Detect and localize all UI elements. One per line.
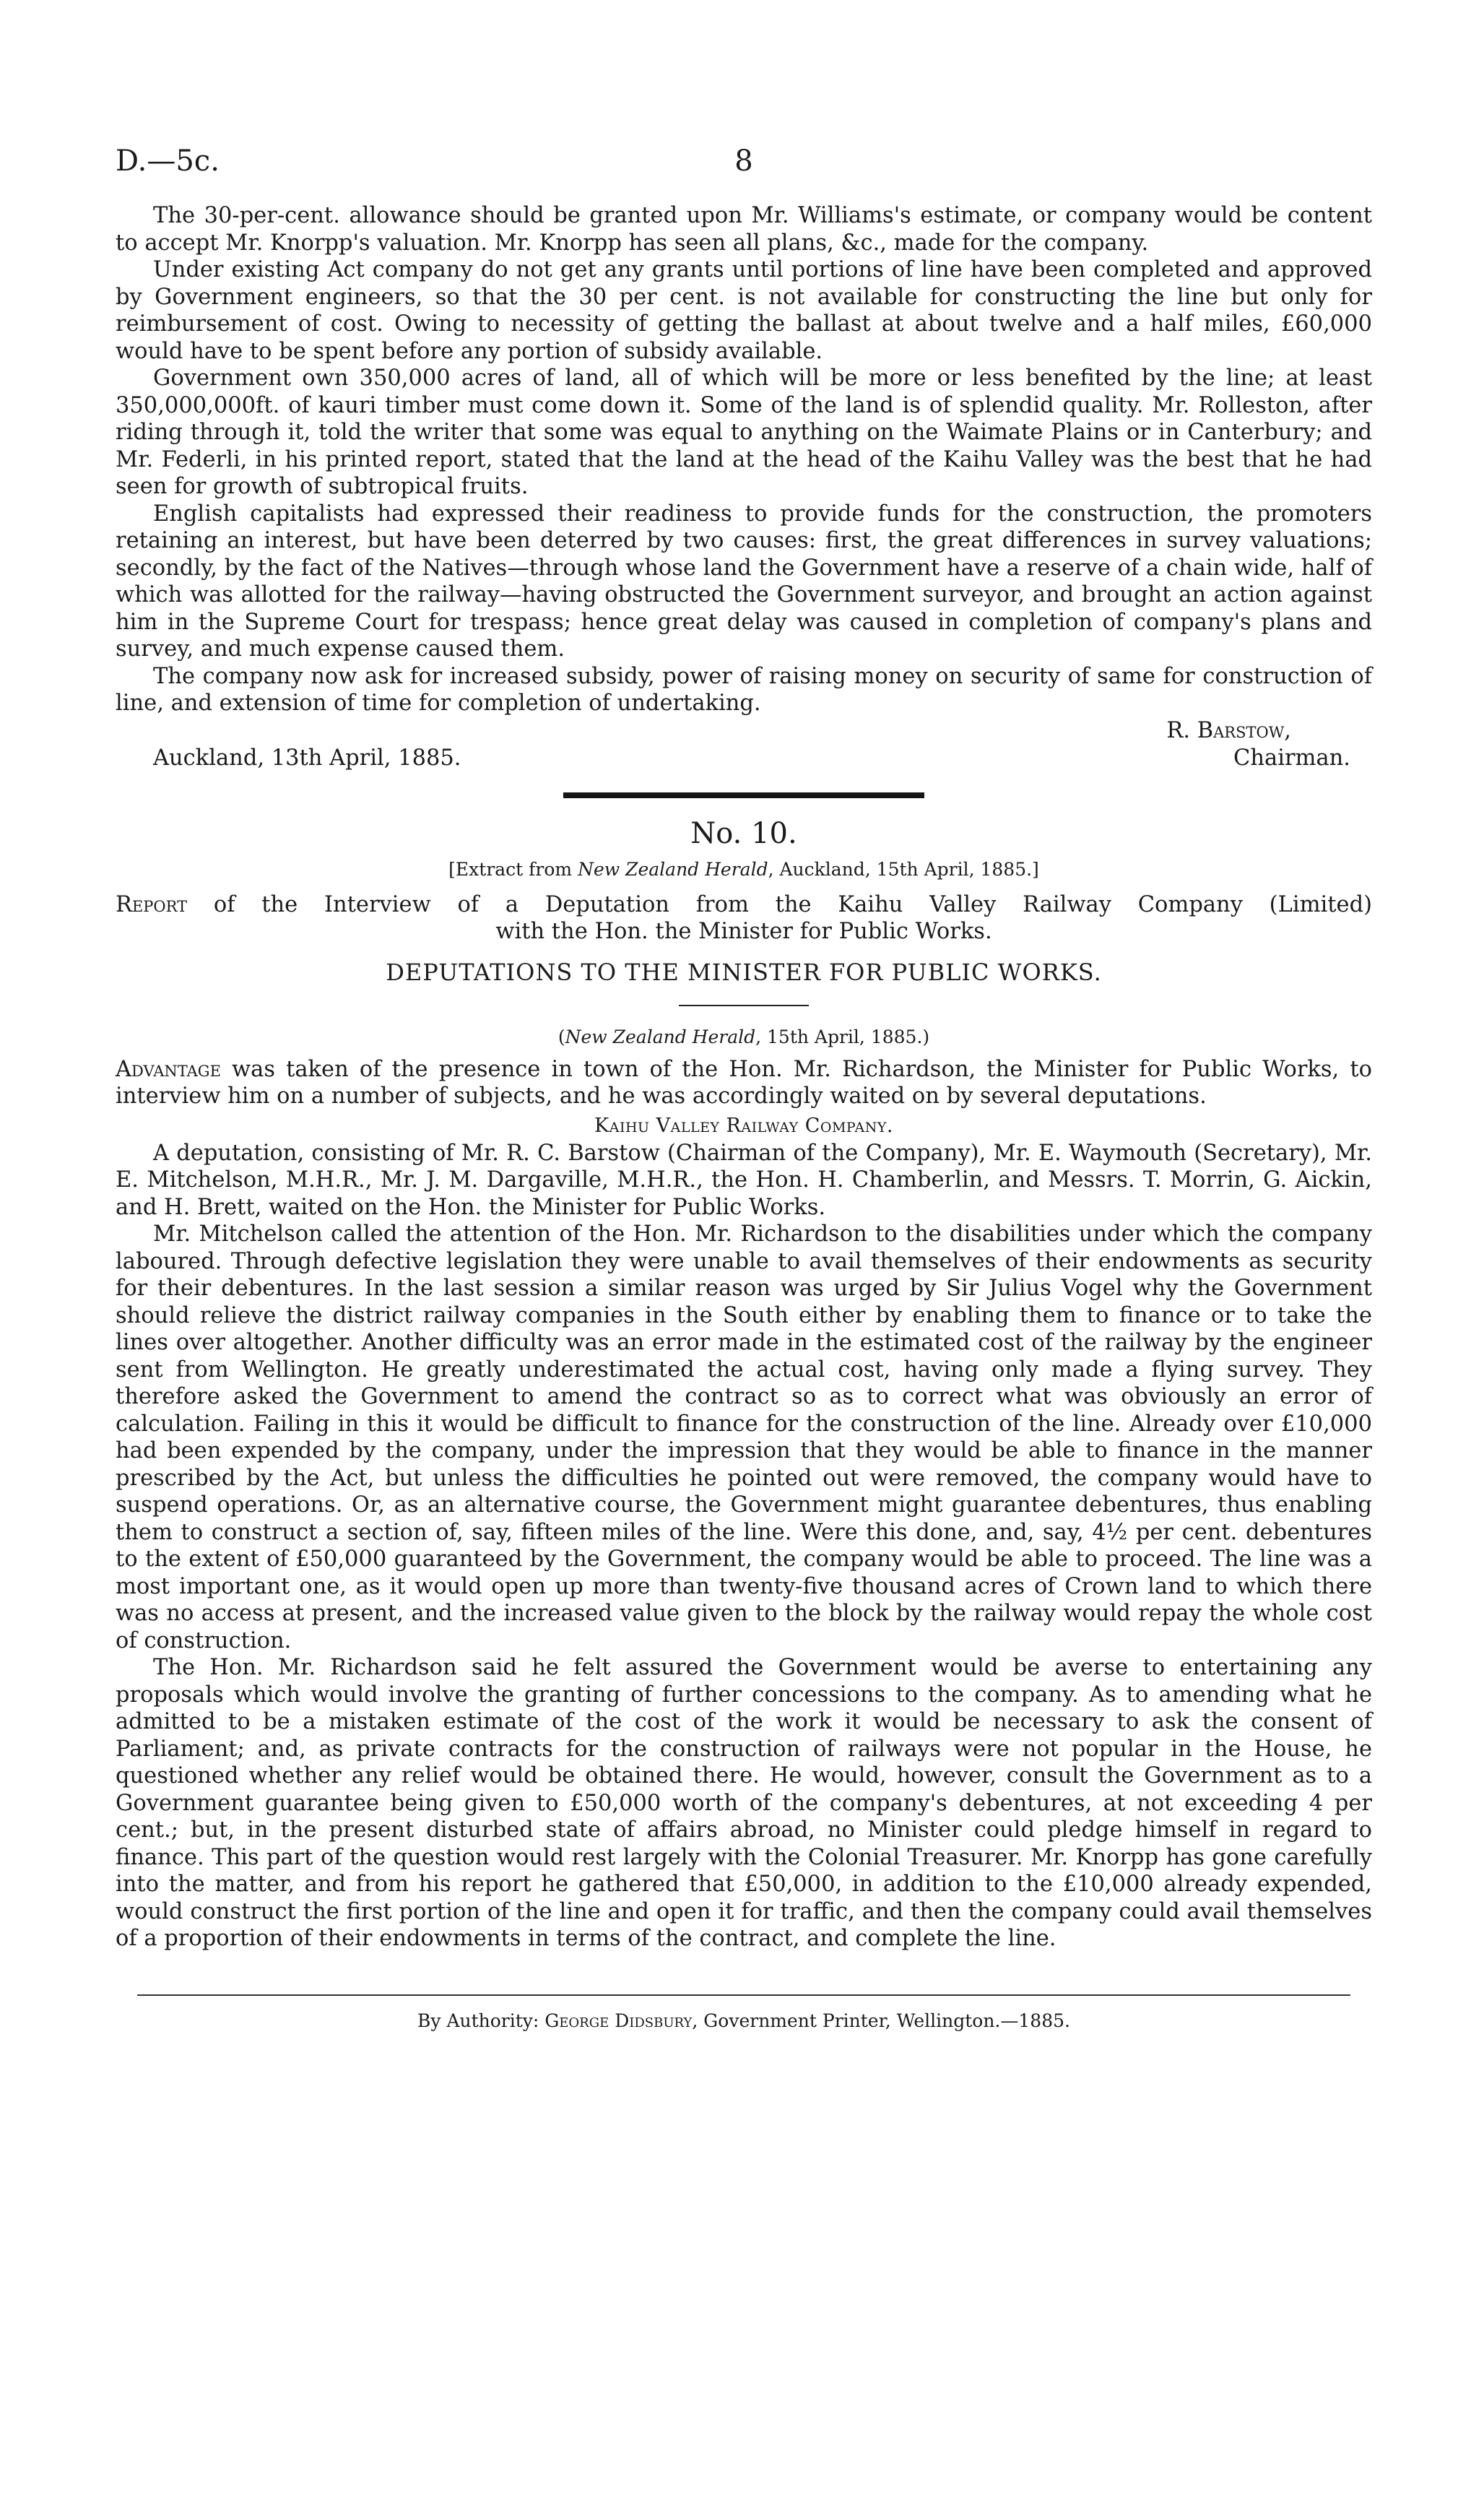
report-lead: Report (116, 891, 188, 917)
paragraph: Under existing Act company do not get any grants until portions of line have been completed and approved by Government engineers, so that the 30 per cent. is not available for constructing the line but only for reimbursement of cost. Owing to necessity of getting the ballast at about twelve and a half miles, £60,000 would have to be spent before any portion of subsidy available. (116, 257, 1372, 364)
page-header (116, 144, 1372, 202)
paragraph: The Hon. Mr. Richardson said he felt assured the Government would be averse to entertaining any proposals which would involve the granting of further concessions to the company. As to amending what he admitted to be a mistaken estimate of the cost of the work it would be necessary to ask the consent of Parliament; and, as private contracts for the construction of railways were not popular in the House, he questioned whether any relief would be obtained there. He would, however, consult the Government as to a Government guarantee being given to £50,000 worth of the company's debentures, at not exceeding 4 per cent.; but, in the present disturbed state of affairs abroad, no Minister could pledge himself in regard to finance. This part of the question would rest largely with the Colonial Treasurer. Mr. Knorpp has gone carefully into the matter, and from his report he gathered that £50,000, in addition to the £10,000 already expended, would construct the first portion of the line and open it for traffic, and then the company could avail themselves of a proportion of their endowments in terms of the contract, and complete the line. (116, 1655, 1372, 1951)
page-number: 8 (734, 144, 753, 178)
paragraph (116, 1056, 1372, 1110)
signatory-title: Chairman. (1233, 745, 1350, 771)
heading-divider (679, 1005, 809, 1006)
source-date: , 15th April, 1885.) (755, 1026, 930, 1047)
footer-suffix: , Government Printer, Wellington.—1885. (692, 2010, 1070, 2031)
source-newspaper: New Zealand Herald (565, 1026, 756, 1047)
extract-newspaper: New Zealand Herald (578, 858, 768, 880)
paragraph: Mr. Mitchelson called the attention of the Hon. Mr. Richardson to the disabilities under which the company laboured. Through defective legislation they were unable to avail themselves of their endowments as security for their debentures. In the last session a similar reason was urged by Sir Julius Vogel why the Government should relieve the district railway companies in the South either by enabling them to finance or to take the lines over altogether. Another difficulty was an error made in the estimated cost of the railway by the engineer sent from Wellington. He greatly underestimated the actual cost, having only made a flying survey. They therefore asked the Government to amend the contract so as to correct what was obviously an error of calculation. Failing in this it would be difficult to finance for the construction of the line. Already over £10,000 had been expended by the company, under the impression that they would be able to finance in the manner prescribed by the Act, but unless the difficulties he pointed out were removed, the company would have to suspend operations. Or, as an alternative course, the Government might guarantee debentures, thus enabling them to construct a section of, say, fifteen miles of the line. Were this done, and, say, 4½ per cent. debentures to the extent of £50,000 guaranteed by the Government, the company would be able to proceed. The line was a most important one, as it would open up more than twenty-five thousand acres of Crown land to which there was no access at present, and the increased value given to the block by the railway would repay the whole cost of construction. (116, 1221, 1372, 1653)
lead-word: Advantage (116, 1056, 221, 1082)
paragraph: Government own 350,000 acres of land, all of which will be more or less benefited by the line; at least 350,000,000ft. of kauri timber must come down it. Some of the land is of splendid quality. Mr. Rolleston, after riding through it, told the writer that some was equal to anything on the Waimate Plains or in Canterbury; and Mr. Federli, in his printed report, stated that the land at the head of the Kaihu Valley was the best that he had seen for growth of subtropical fruits. (116, 366, 1372, 499)
extract-suffix: , Auckland, 15th April, 1885.] (768, 858, 1039, 880)
printer-footer (116, 2010, 1372, 2031)
signature-block (116, 717, 1372, 772)
letter-body (116, 202, 1372, 717)
signatory-name: R. Barstow, (1166, 717, 1291, 743)
place-date: Auckland, 13th April, 1885. (153, 745, 461, 771)
paragraph: A deputation, consisting of Mr. R. C. Barstow (Chairman of the Company), Mr. E. Waymouth (Secretary), Mr. E. Mitchelson, M.H.R., Mr. J. M. Dargaville, M.H.R., the Hon. H. Chamberlin, and Messrs. T. Morrin, G. Aickin, and H. Brett, waited on the Hon. the Minister for Public Works. (116, 1140, 1372, 1220)
footer-prefix: By Authority: (417, 2010, 545, 2031)
paragraph: English capitalists had expressed their readiness to provide funds for the construction, the promoters retaining an interest, but have been deterred by two causes: first, the great differences in survey valuations; secondly, by the fact of the Natives—through whose land the Government have a reserve of a chain wide, half of which was allotted for the railway—having obstructed the Government surveyor, and brought an action against him in the Supreme Court for trespass; hence great delay was caused in completion of company's plans and survey, and much expense caused them. (116, 501, 1372, 662)
footer-divider (137, 1994, 1350, 1996)
paragraph: The 30-per-cent. allowance should be granted upon Mr. Williams's estimate, or company would be content to accept Mr. Knorpp's valuation. Mr. Knorpp has seen all plans, &c., made for the company. (116, 203, 1372, 256)
source-open: ( (557, 1026, 565, 1047)
section-divider (563, 792, 924, 798)
report-title (116, 891, 1372, 946)
printer-name: George Didsbury (544, 2010, 693, 2031)
document-reference: D.—5c. (116, 144, 220, 178)
document-page (116, 144, 1372, 2031)
deputations-heading: DEPUTATIONS TO THE MINISTER FOR PUBLIC WORKS. (386, 958, 1102, 986)
report-line-1: of the Interview of a Deputation from the Kaihu Valley Railway Company (Limited) (187, 891, 1372, 917)
paragraph-text: was taken of the presence in town of the Hon. Mr. Richardson, the Minister for Public Works, to interview him on a number of subjects, and he was accordingly waited on by several deputations. (116, 1056, 1372, 1109)
report-line-2: with the Hon. the Minister for Public Works. (495, 919, 992, 944)
paragraph: The company now ask for increased subsidy, power of raising money on security of same for construction of line, and extension of time for completion of undertaking. (116, 663, 1372, 716)
subheading: Kaihu Valley Railway Company. (594, 1114, 893, 1137)
extract-prefix: [Extract from (448, 858, 578, 880)
extract-note (116, 859, 1372, 880)
document-number: No. 10. (690, 816, 797, 850)
source-line (116, 1026, 1372, 1047)
